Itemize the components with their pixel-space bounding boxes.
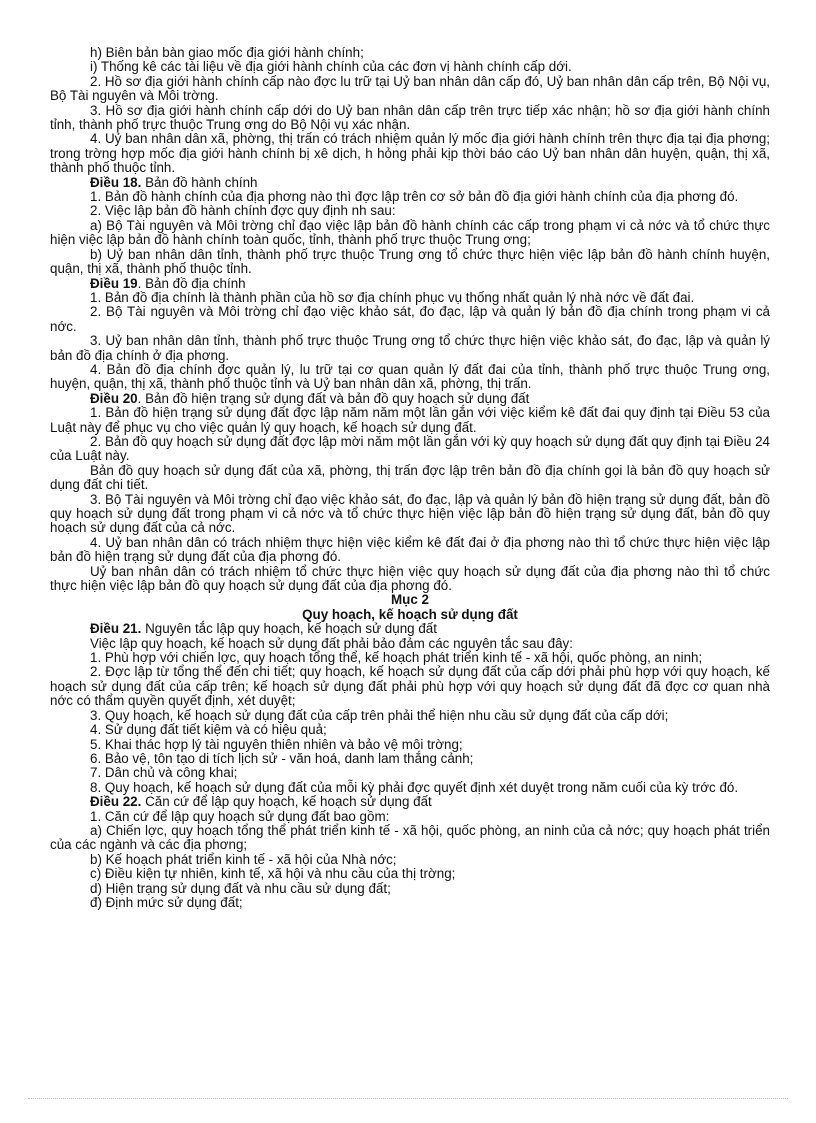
paragraph bbox=[50, 882, 770, 896]
paragraph-text: đ) Định mức sử dụng đất; bbox=[90, 894, 243, 910]
paragraph-text: 4. Bản đồ địa chính đợc quản lý, lu trữ tại cơ quan quản lý đất đai của tỉnh, thành phố trực thuộc Trung ơng, huyện, quận, thị xã, thành phố thuộc tỉnh và Uỷ ban nhân dân xã, phờng, thị trấn. bbox=[50, 361, 770, 392]
paragraph-text: b) Uỷ ban nhân dân tỉnh, thành phố trực thuộc Trung ơng tổ chức thực hiện việc lập bản đồ hành chính huyện, quận, thị xã, thành phố thuộc tỉnh. bbox=[50, 246, 770, 277]
article-title bbox=[50, 795, 770, 809]
paragraph bbox=[50, 665, 770, 708]
paragraph-text: a) Chiến lợc, quy hoạch tổng thể phát triển kinh tế - xã hội, quốc phòng, an ninh của cả nớc; quy hoạch phát triển của các ngành và các địa phơng; bbox=[50, 822, 770, 853]
page-bottom-divider bbox=[28, 1098, 788, 1099]
paragraph-text: Bản đồ hành chính bbox=[141, 174, 258, 190]
article-title bbox=[50, 176, 770, 190]
paragraph-text: 2. Bản đồ quy hoạch sử dụng đất đợc lập mời năm một lần gắn với kỳ quy hoạch sử dụng đất quy định tại Điều 24 của Luật này. bbox=[50, 433, 770, 464]
paragraph bbox=[50, 219, 770, 248]
paragraph-text: 4. Uỷ ban nhân dân xã, phờng, thị trấn có trách nhiệm quản lý mốc địa giới hành chính trên thực địa tại địa phơng; trong trờng hợp mốc địa giới hành chính bị xê dịch, h hỏng phải kịp thời báo cáo Uỷ ban nhân dân huyện, quận, thị xã, thành phố thuộc tỉnh. bbox=[50, 131, 770, 176]
paragraph-text: 8. Quy hoạch, kế hoạch sử dụng đất của mỗi kỳ phải đợc quyết định xét duyệt trong năm cuối của kỳ trớc đó. bbox=[90, 779, 739, 795]
paragraph-text: 2. Bộ Tài nguyên và Môi trờng chỉ đạo việc khảo sát, đo đạc, lập và quản lý bản đồ địa chính trong phạm vi cả nớc. bbox=[50, 304, 770, 334]
paragraph bbox=[50, 637, 770, 651]
paragraph-text: Bản đồ quy hoạch sử dụng đất của xã, phờng, thị trấn đợc lập trên bản đồ địa chính gọi là bản đồ quy hoạch sử dụng đất chi tiết. bbox=[50, 462, 770, 493]
paragraph bbox=[50, 334, 770, 363]
article-number: Điều 21. bbox=[90, 621, 142, 637]
paragraph-text: 3. Hồ sơ địa giới hành chính cấp dới do Uỷ ban nhân dân cấp trên trực tiếp xác nhận; hồ sơ địa giới hành chính tỉnh, thành phố trực thuộc Trung ơng do Bộ Nội vụ xác nhận. bbox=[50, 102, 770, 133]
paragraph-text: i) Thống kê các tài liệu về địa giới hành chính của các đơn vị hành chính cấp dới. bbox=[90, 59, 572, 75]
article-title bbox=[50, 392, 770, 406]
paragraph bbox=[50, 781, 770, 795]
paragraph bbox=[50, 824, 770, 853]
paragraph bbox=[50, 536, 770, 565]
article-number: Điều 18. bbox=[90, 174, 142, 190]
paragraph bbox=[50, 493, 770, 536]
paragraph-text: 1. Phù hợp với chiến lợc, quy hoạch tổng thể, kế hoạch phát triển kinh tế - xã hội, quốc phòng, an ninh; bbox=[90, 650, 703, 666]
paragraph bbox=[50, 291, 770, 305]
paragraph-text: 1. Bản đồ hành chính của địa phơng nào thì đợc lập trên cơ sở bản đồ địa giới hành chính của địa phơng đó. bbox=[90, 189, 739, 205]
paragraph-text: 1. Bản đồ địa chính là thành phần của hồ sơ địa chính phục vụ thống nhất quản lý nhà nớc về đất đai. bbox=[90, 289, 695, 305]
paragraph-text: 7. Dân chủ và công khai; bbox=[90, 765, 238, 781]
paragraph-text: h) Biên bản bàn giao mốc địa giới hành chính; bbox=[90, 45, 364, 60]
paragraph-text: b) Kế hoạch phát triển kinh tế - xã hội của Nhà nớc; bbox=[90, 851, 397, 867]
paragraph-text: a) Bộ Tài nguyên và Môi trờng chỉ đạo việc lập bản đồ hành chính các cấp trong phạm vi cả nớc và tổ chức thực hiện việc lập bản đồ hành chính toàn quốc, tỉnh, thành phố trực thuộc Trung ơng; bbox=[50, 217, 770, 248]
paragraph bbox=[50, 104, 770, 133]
paragraph-text: 3. Uỷ ban nhân dân tỉnh, thành phố trực thuộc Trung ơng tổ chức thực hiện việc khảo sát, đo đạc, lập và quản lý bản đồ địa chính ở địa phơng. bbox=[50, 333, 770, 363]
paragraph-text: 2. Việc lập bản đồ hành chính đợc quy định nh sau: bbox=[90, 203, 396, 219]
article-number: Điều 19 bbox=[90, 275, 138, 291]
paragraph bbox=[50, 738, 770, 752]
section-heading: Quy hoạch, kế hoạch sử dụng đất bbox=[302, 606, 518, 622]
paragraph-text: Nguyên tắc lập quy hoạch, kế hoạch sử dụng đất bbox=[141, 621, 437, 637]
article-number: Điều 20 bbox=[90, 390, 138, 406]
paragraph-text: 1. Căn cứ để lập quy hoạch sử dụng đất bao gồm: bbox=[90, 808, 390, 824]
article-number: Điều 22. bbox=[90, 794, 142, 810]
paragraph bbox=[50, 190, 770, 204]
paragraph-text: 1. Bản đồ hiện trạng sử dụng đất đợc lập năm năm một lần gắn với việc kiểm kê đất đai quy định tại Điều 53 của Luật này để phục vụ cho việc quản lý quy hoạch, kế hoạch sử dụng đất. bbox=[50, 405, 770, 435]
paragraph bbox=[50, 867, 770, 881]
paragraph-text: . Bản đồ địa chính bbox=[137, 275, 246, 291]
paragraph bbox=[50, 435, 770, 464]
paragraph bbox=[50, 132, 770, 175]
article-title bbox=[50, 277, 770, 291]
paragraph bbox=[50, 305, 770, 334]
document-body bbox=[50, 46, 770, 910]
paragraph-text: Uỷ ban nhân dân có trách nhiệm tổ chức thực hiện việc quy hoạch sử dụng đất của địa phơng nào thì tổ chức thực hiện việc lập bản đồ quy hoạch sử dụng đất của địa phơng đó. bbox=[50, 563, 770, 594]
paragraph bbox=[50, 896, 770, 910]
paragraph bbox=[50, 60, 770, 74]
paragraph-text: c) Điều kiện tự nhiên, kinh tế, xã hội và nhu cầu của thị trờng; bbox=[90, 866, 456, 882]
paragraph bbox=[50, 723, 770, 737]
paragraph-text: Căn cứ để lập quy hoạch, kế hoạch sử dụng đất bbox=[141, 794, 432, 810]
paragraph-text: 4. Uỷ ban nhân dân có trách nhiệm thực hiện việc kiểm kê đất đai ở địa phơng nào thì tổ chức thực hiện việc lập bản đồ hiện trạng sử dụng đất của địa phơng đó. bbox=[50, 534, 770, 565]
paragraph-text: 6. Bảo vệ, tôn tạo di tích lịch sử - văn hoá, danh lam thắng cảnh; bbox=[90, 750, 474, 766]
paragraph bbox=[50, 565, 770, 594]
paragraph bbox=[50, 464, 770, 493]
paragraph-text: 2. Hồ sơ địa giới hành chính cấp nào đợc lu trữ tại Uỷ ban nhân dân cấp đó, Uỷ ban nhân dân cấp trên, Bộ Nội vụ, Bộ Tài nguyên và Môi trờng. bbox=[50, 73, 770, 104]
paragraph bbox=[50, 248, 770, 277]
paragraph-text: 5. Khai thác hợp lý tài nguyên thiên nhiên và bảo vệ môi trờng; bbox=[90, 736, 463, 752]
paragraph bbox=[50, 810, 770, 824]
paragraph bbox=[50, 406, 770, 435]
paragraph-text: d) Hiện trạng sử dụng đất và nhu cầu sử dụng đất; bbox=[90, 880, 391, 896]
paragraph bbox=[50, 709, 770, 723]
article-title bbox=[50, 622, 770, 636]
paragraph bbox=[50, 75, 770, 104]
paragraph bbox=[50, 752, 770, 766]
paragraph-text: 3. Quy hoạch, kế hoạch sử dụng đất của cấp trên phải thể hiện nhu cầu sử dụng đất của cấp dới; bbox=[90, 707, 669, 723]
paragraph-text: Việc lập quy hoạch, kế hoạch sử dụng đất phải bảo đảm các nguyên tắc sau đây: bbox=[90, 635, 573, 651]
paragraph bbox=[50, 363, 770, 392]
paragraph-text: 4. Sử dụng đất tiết kiệm và có hiệu quả; bbox=[90, 722, 327, 738]
paragraph bbox=[50, 853, 770, 867]
paragraph bbox=[50, 204, 770, 218]
paragraph-text: 2. Đợc lập từ tổng thể đến chi tiết; quy hoạch, kế hoạch sử dụng đất của cấp dới phải phù hợp với quy hoạch, kế hoạch sử dụng đất của cấp trên; kế hoạch sử dụng đất phải phù hợp với quy hoạch sử dụng đất đã đợc cơ quan nhà nớc có thẩm quyền quyết định, xét duyệt; bbox=[50, 664, 770, 709]
paragraph bbox=[50, 46, 770, 60]
paragraph bbox=[50, 651, 770, 665]
section-heading: Mục 2 bbox=[391, 592, 429, 608]
paragraph-text: 3. Bộ Tài nguyên và Môi trờng chỉ đạo việc khảo sát, đo đạc, lập và quản lý bản đồ hiện trạng sử dụng đất, bản đồ quy hoạch sử dụng đất trong phạm vi cả nớc và tổ chức thực hiện việc lập bản đồ hiện trạng sử dụng đất, bản đồ quy hoạch sử dụng đất của cả nớc. bbox=[50, 491, 770, 536]
paragraph-text: . Bản đồ hiện trạng sử dụng đất và bản đồ quy hoạch sử dụng đất bbox=[137, 390, 530, 406]
paragraph bbox=[50, 766, 770, 780]
